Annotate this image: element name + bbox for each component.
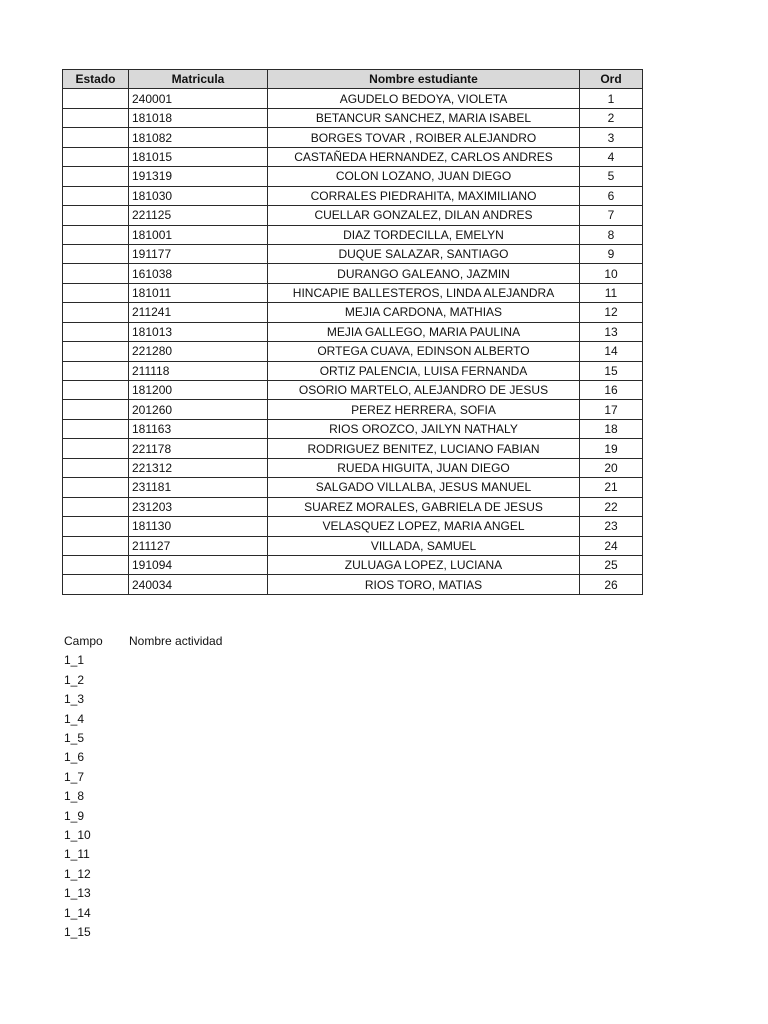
cell-ord: 3 [580,128,643,147]
cell-estado [63,322,129,341]
cell-estado [63,108,129,127]
cell-estado [63,303,129,322]
cell-nombre-estudiante: ZULUAGA LOPEZ, LUCIANA [268,555,580,574]
cell-ord: 7 [580,206,643,225]
cell-estado [63,497,129,516]
activity-fields-section [64,632,222,943]
cell-matricula: 181200 [129,381,268,400]
field-code-list [64,651,222,942]
cell-nombre-estudiante: PEREZ HERRERA, SOFIA [268,400,580,419]
cell-ord: 22 [580,497,643,516]
cell-estado [63,575,129,594]
table-row [63,128,643,147]
cell-nombre-estudiante: DIAZ TORDECILLA, EMELYN [268,225,580,244]
cell-ord: 13 [580,322,643,341]
field-code: 1_14 [64,905,91,920]
cell-estado [63,186,129,205]
field-code: 1_13 [64,886,91,901]
cell-ord: 19 [580,439,643,458]
cell-estado [63,439,129,458]
cell-nombre-estudiante: OSORIO MARTELO, ALEJANDRO DE JESUS [268,381,580,400]
cell-matricula: 181163 [129,419,268,438]
table-row [63,575,643,594]
cell-estado [63,342,129,361]
cell-nombre-estudiante: COLON LOZANO, JUAN DIEGO [268,167,580,186]
header-matricula: Matricula [129,70,268,89]
cell-matricula: 181082 [129,128,268,147]
field-code: 1_9 [64,808,85,823]
cell-estado [63,419,129,438]
cell-ord: 21 [580,478,643,497]
cell-matricula: 181001 [129,225,268,244]
cell-estado [63,128,129,147]
table-row [63,303,643,322]
field-code: 1_4 [64,711,85,726]
table-row [63,439,643,458]
table-row [63,147,643,166]
cell-nombre-estudiante: CORRALES PIEDRAHITA, MAXIMILIANO [268,186,580,205]
cell-estado [63,517,129,536]
table-header-row [63,70,643,89]
cell-nombre-estudiante: SALGADO VILLALBA, JESUS MANUEL [268,478,580,497]
table-row [63,186,643,205]
table-row [63,108,643,127]
cell-ord: 8 [580,225,643,244]
cell-matricula: 231181 [129,478,268,497]
cell-matricula: 221125 [129,206,268,225]
student-roster-table [62,69,643,595]
cell-ord: 9 [580,244,643,263]
cell-ord: 6 [580,186,643,205]
table-row [63,497,643,516]
cell-matricula: 211118 [129,361,268,380]
cell-nombre-estudiante: ORTIZ PALENCIA, LUISA FERNANDA [268,361,580,380]
header-ord: Ord [580,70,643,89]
cell-estado [63,89,129,108]
cell-estado [63,167,129,186]
cell-matricula: 240001 [129,89,268,108]
cell-matricula: 231203 [129,497,268,516]
table-row [63,89,643,108]
cell-ord: 18 [580,419,643,438]
cell-estado [63,536,129,555]
field-code: 1_6 [64,750,85,765]
cell-matricula: 240034 [129,575,268,594]
table-row [63,400,643,419]
cell-estado [63,225,129,244]
table-row [63,206,643,225]
table-row [63,167,643,186]
cell-ord: 2 [580,108,643,127]
cell-nombre-estudiante: RUEDA HIGUITA, JUAN DIEGO [268,458,580,477]
fields-header [64,632,222,651]
cell-matricula: 211241 [129,303,268,322]
cell-matricula: 181011 [129,283,268,302]
table-row [63,244,643,263]
cell-ord: 25 [580,555,643,574]
cell-ord: 15 [580,361,643,380]
cell-estado [63,147,129,166]
cell-matricula: 221312 [129,458,268,477]
table-row [63,264,643,283]
cell-ord: 24 [580,536,643,555]
cell-ord: 23 [580,517,643,536]
cell-estado [63,361,129,380]
cell-estado [63,283,129,302]
cell-matricula: 181130 [129,517,268,536]
cell-nombre-estudiante: VILLADA, SAMUEL [268,536,580,555]
cell-matricula: 191094 [129,555,268,574]
header-nombre-actividad: Nombre actividad [129,634,223,648]
table-row [63,322,643,341]
cell-matricula: 181013 [129,322,268,341]
cell-nombre-estudiante: DUQUE SALAZAR, SANTIAGO [268,244,580,263]
cell-nombre-estudiante: RIOS TORO, MATIAS [268,575,580,594]
field-code: 1_10 [64,828,91,843]
cell-nombre-estudiante: MEJIA GALLEGO, MARIA PAULINA [268,322,580,341]
cell-matricula: 161038 [129,264,268,283]
header-nombre-estudiante: Nombre estudiante [268,70,580,89]
field-code: 1_5 [64,731,85,746]
field-code: 1_11 [64,847,90,862]
table-row [63,555,643,574]
cell-ord: 11 [580,283,643,302]
field-code: 1_8 [64,789,85,804]
cell-matricula: 191177 [129,244,268,263]
cell-nombre-estudiante: MEJIA CARDONA, MATHIAS [268,303,580,322]
cell-estado [63,381,129,400]
cell-nombre-estudiante: AGUDELO BEDOYA, VIOLETA [268,89,580,108]
cell-estado [63,478,129,497]
table-row [63,381,643,400]
cell-nombre-estudiante: VELASQUEZ LOPEZ, MARIA ANGEL [268,517,580,536]
cell-ord: 14 [580,342,643,361]
cell-nombre-estudiante: ORTEGA CUAVA, EDINSON ALBERTO [268,342,580,361]
table-row [63,283,643,302]
cell-nombre-estudiante: CUELLAR GONZALEZ, DILAN ANDRES [268,206,580,225]
cell-nombre-estudiante: RIOS OROZCO, JAILYN NATHALY [268,419,580,438]
cell-matricula: 221280 [129,342,268,361]
table-row [63,458,643,477]
cell-matricula: 221178 [129,439,268,458]
cell-nombre-estudiante: SUAREZ MORALES, GABRIELA DE JESUS [268,497,580,516]
table-row [63,517,643,536]
cell-matricula: 181015 [129,147,268,166]
table-row [63,361,643,380]
cell-ord: 10 [580,264,643,283]
cell-estado [63,206,129,225]
cell-matricula: 181018 [129,108,268,127]
table-row [63,342,643,361]
header-campo: Campo [64,634,103,648]
cell-ord: 5 [580,167,643,186]
cell-nombre-estudiante: BORGES TOVAR , ROIBER ALEJANDRO [268,128,580,147]
cell-estado [63,555,129,574]
field-code: 1_2 [64,672,85,687]
cell-ord: 17 [580,400,643,419]
cell-nombre-estudiante: DURANGO GALEANO, JAZMIN [268,264,580,283]
field-code: 1_12 [64,866,91,881]
cell-ord: 12 [580,303,643,322]
table-row [63,419,643,438]
cell-matricula: 201260 [129,400,268,419]
cell-estado [63,458,129,477]
cell-matricula: 181030 [129,186,268,205]
cell-estado [63,264,129,283]
cell-matricula: 191319 [129,167,268,186]
table-row [63,225,643,244]
field-code: 1_1 [64,653,85,668]
cell-nombre-estudiante: RODRIGUEZ BENITEZ, LUCIANO FABIAN [268,439,580,458]
field-code: 1_7 [64,769,85,784]
cell-nombre-estudiante: CASTAÑEDA HERNANDEZ, CARLOS ANDRES [268,147,580,166]
cell-ord: 4 [580,147,643,166]
field-code: 1_15 [64,925,91,940]
table-row [63,478,643,497]
cell-ord: 1 [580,89,643,108]
cell-estado [63,244,129,263]
cell-matricula: 211127 [129,536,268,555]
cell-ord: 20 [580,458,643,477]
cell-ord: 26 [580,575,643,594]
cell-nombre-estudiante: BETANCUR SANCHEZ, MARIA ISABEL [268,108,580,127]
cell-nombre-estudiante: HINCAPIE BALLESTEROS, LINDA ALEJANDRA [268,283,580,302]
field-code: 1_3 [64,692,85,707]
table-row [63,536,643,555]
cell-ord: 16 [580,381,643,400]
cell-estado [63,400,129,419]
header-estado: Estado [63,70,129,89]
